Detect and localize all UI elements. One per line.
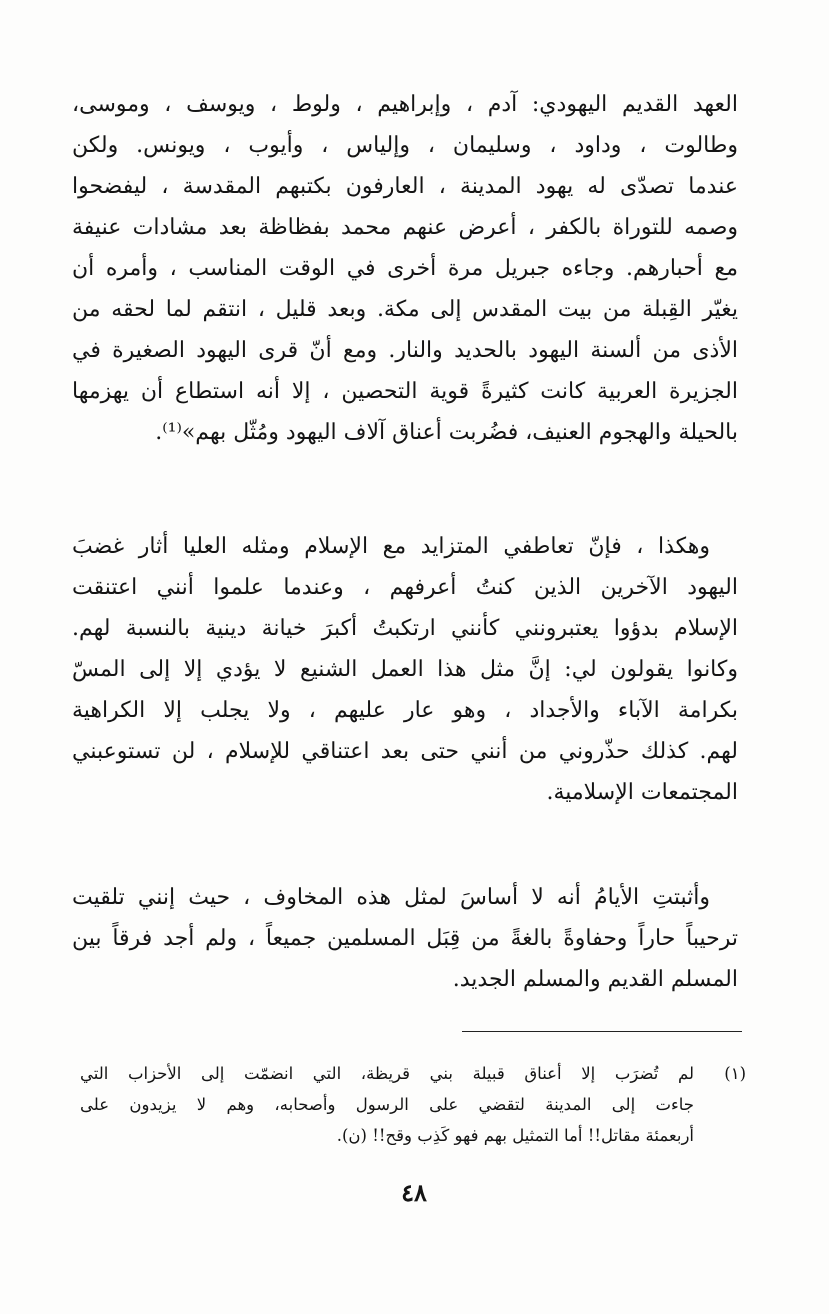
paragraph-2 bbox=[72, 526, 738, 813]
footnote-marker: (١) bbox=[724, 1064, 746, 1083]
footnote-divider bbox=[462, 1031, 742, 1032]
text-line: الجزيرة العربية كانت كثيرةً قوية التحصين ، إلا أنه استطاع أن يهزمها bbox=[72, 379, 738, 404]
footnote-body bbox=[80, 1058, 694, 1151]
text-line: بكرامة الآباء والأجداد ، وهو عار عليهم ، ولا يجلب إلا الكراهية bbox=[72, 698, 738, 723]
text-line: وصمه للتوراة بالكفر ، أعرض عنهم محمد بفظاظة بعد مشادات عنيفة bbox=[72, 215, 738, 240]
text-line: عندما تصدّى له يهود المدينة ، العارفون بكتبهم المقدسة ، ليفضحوا bbox=[72, 174, 738, 199]
paragraph-1 bbox=[72, 84, 738, 453]
text-line: وكانوا يقولون لي: إنَّ مثل هذا العمل الشنيع لا يؤدي إلا إلى المسّ bbox=[72, 657, 738, 682]
page-number: ٤٨ bbox=[401, 1178, 427, 1207]
text-line: العهد القديم اليهودي: آدم ، وإبراهيم ، ولوط ، ويوسف ، وموسى، bbox=[72, 92, 738, 117]
text-line: وطالوت ، وداود ، وسليمان ، وإلياس ، وأيوب ، ويونس. ولكن bbox=[72, 133, 738, 158]
text-line: لهم. كذلك حذّروني من أنني حتى بعد اعتناقي للإسلام ، لن تستوعبني bbox=[72, 739, 738, 764]
text-line: وأثبتتِ الأيامُ أنه لا أساسَ لمثل هذه المخاوف ، حيث إنني تلقيت bbox=[72, 885, 710, 910]
footnote-line: جاءت إلى المدينة لتقضي على الرسول وأصحابه، وهم لا يزيدون على bbox=[80, 1095, 694, 1114]
text-line: الأذى من ألسنة اليهود بالحديد والنار. ومع أنّ قرى اليهود الصغيرة في bbox=[72, 338, 738, 363]
text-line: بالحيلة والهجوم العنيف، فضُربت أعناق آلاف اليهود ومُثّل بهم»⁽¹⁾. bbox=[155, 420, 738, 445]
paragraph-3 bbox=[72, 877, 738, 1000]
text-line: مع أحبارهم. وجاءه جبريل مرة أخرى في الوقت المناسب ، وأمره أن bbox=[72, 256, 738, 281]
footnote bbox=[80, 1058, 746, 1151]
footnote-line: أربعمئة مقاتل!! أما التمثيل بهم فهو كَذِب وقح!! (ن). bbox=[336, 1126, 694, 1145]
text-line: يغيّر القِبلة من بيت المقدس إلى مكة. وبعد قليل ، انتقم لما لحقه من bbox=[72, 297, 738, 322]
footnote-line: لم تُضرَب إلا أعناق قبيلة بني قريظة، التي انضمّت إلى الأحزاب التي bbox=[80, 1064, 694, 1083]
text-line: اليهود الآخرين الذين كنتُ أعرفهم ، وعندما علموا أنني اعتنقت bbox=[72, 575, 738, 600]
text-line: ترحيباً حاراً وحفاوةً بالغةً من قِبَل المسلمين جميعاً ، ولم أجد فرقاً بين bbox=[72, 926, 738, 951]
text-line: الإسلام بدؤوا يعتبرونني كأنني ارتكبتُ أكبرَ خيانة دينية بالنسبة لهم. bbox=[72, 616, 738, 641]
text-line: وهكذا ، فإنّ تعاطفي المتزايد مع الإسلام ومثله العليا أثار غضبَ bbox=[72, 534, 710, 559]
text-line: المسلم القديم والمسلم الجديد. bbox=[452, 967, 738, 992]
text-line: المجتمعات الإسلامية. bbox=[546, 780, 738, 805]
